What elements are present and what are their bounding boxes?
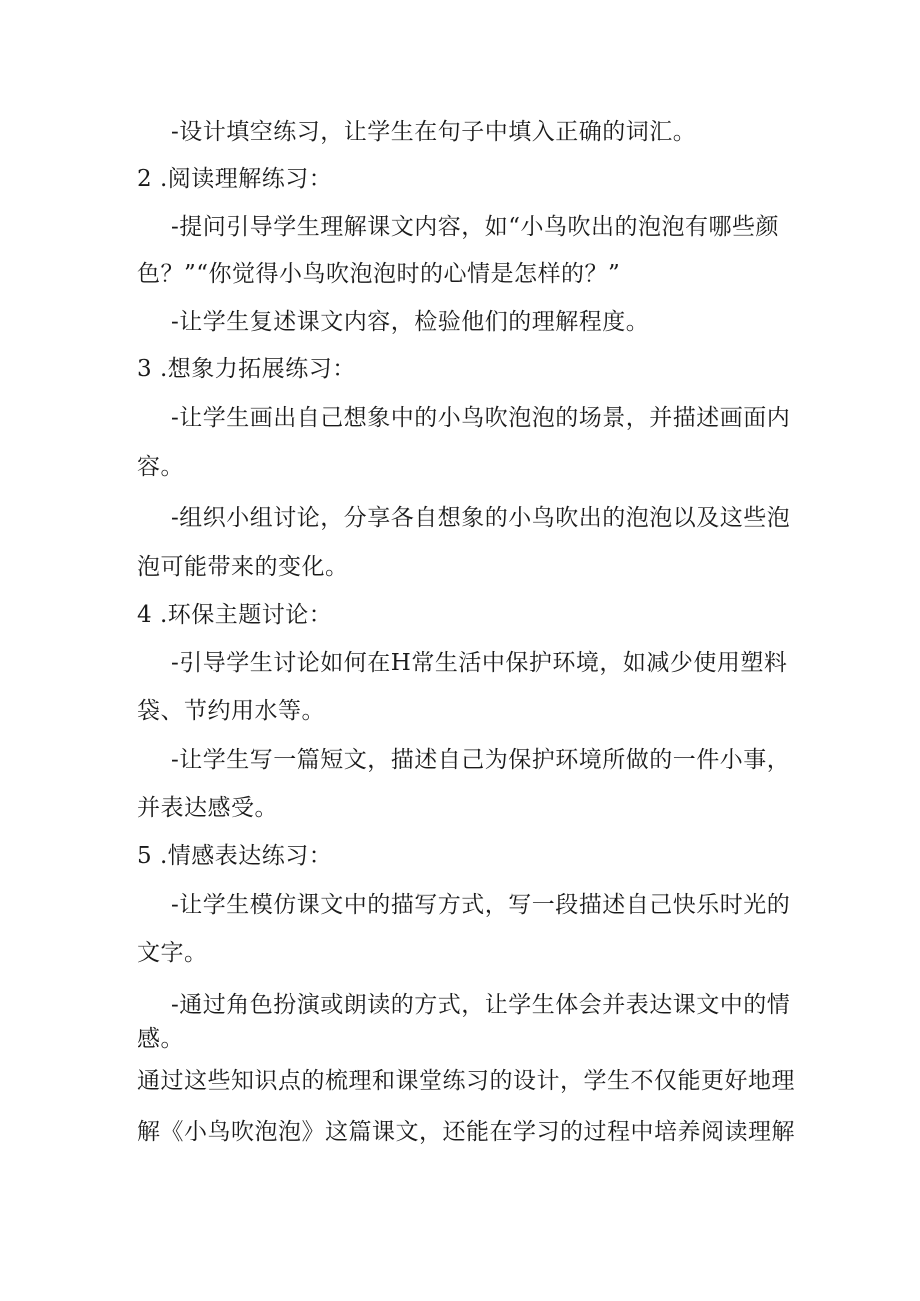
text-line: -通过角色扮演或朗读的方式，让学生体会并表达课文中的情	[171, 992, 791, 1018]
text-line: -组织小组讨论，分享各自想象的小鸟吹出的泡泡以及这些泡	[171, 505, 791, 531]
text-line: 并表达感受。	[137, 795, 278, 821]
section-heading: 2 .阅读理解练习：	[137, 166, 333, 192]
text-line: -让学生模仿课文中的描写方式，写一段描述自己快乐时光的	[171, 892, 791, 918]
text-line: -让学生画出自己想象中的小鸟吹泡泡的场景，并描述画面内	[171, 405, 791, 431]
text-line: -提问引导学生理解课文内容，如“小鸟吹出的泡泡有哪些颜	[171, 214, 780, 240]
text-line: -让学生写一篇短文，描述自己为保护环境所做的一件小事，	[171, 747, 791, 773]
section-heading: 4 .环保主题讨论：	[137, 602, 333, 628]
text-line: 泡可能带来的变化。	[137, 554, 349, 580]
text-line: -引导学生讨论如何在H常生活中保护环境，如减少使用塑料	[171, 650, 788, 676]
text-line: 通过这些知识点的梳理和课堂练习的设计，学生不仅能更好地理	[137, 1068, 795, 1094]
text-line: 感。	[137, 1026, 184, 1052]
text-line: 解《小鸟吹泡泡》这篇课文，还能在学习的过程中培养阅读理解	[137, 1119, 795, 1145]
text-line: 色？”“你觉得小鸟吹泡泡时的心情是怎样的？”	[137, 261, 621, 287]
text-line: 文字。	[137, 940, 208, 966]
text-line: 袋、节约用水等。	[137, 698, 325, 724]
section-heading: 5 .情感表达练习：	[137, 843, 333, 869]
text-line: 容。	[137, 454, 184, 480]
section-heading: 3 .想象力拓展练习：	[137, 356, 356, 382]
text-line: -让学生复述课文内容，检验他们的理解程度。	[171, 309, 650, 335]
text-line: -设计填空练习，让学生在句子中填入正确的词汇。	[171, 119, 697, 145]
